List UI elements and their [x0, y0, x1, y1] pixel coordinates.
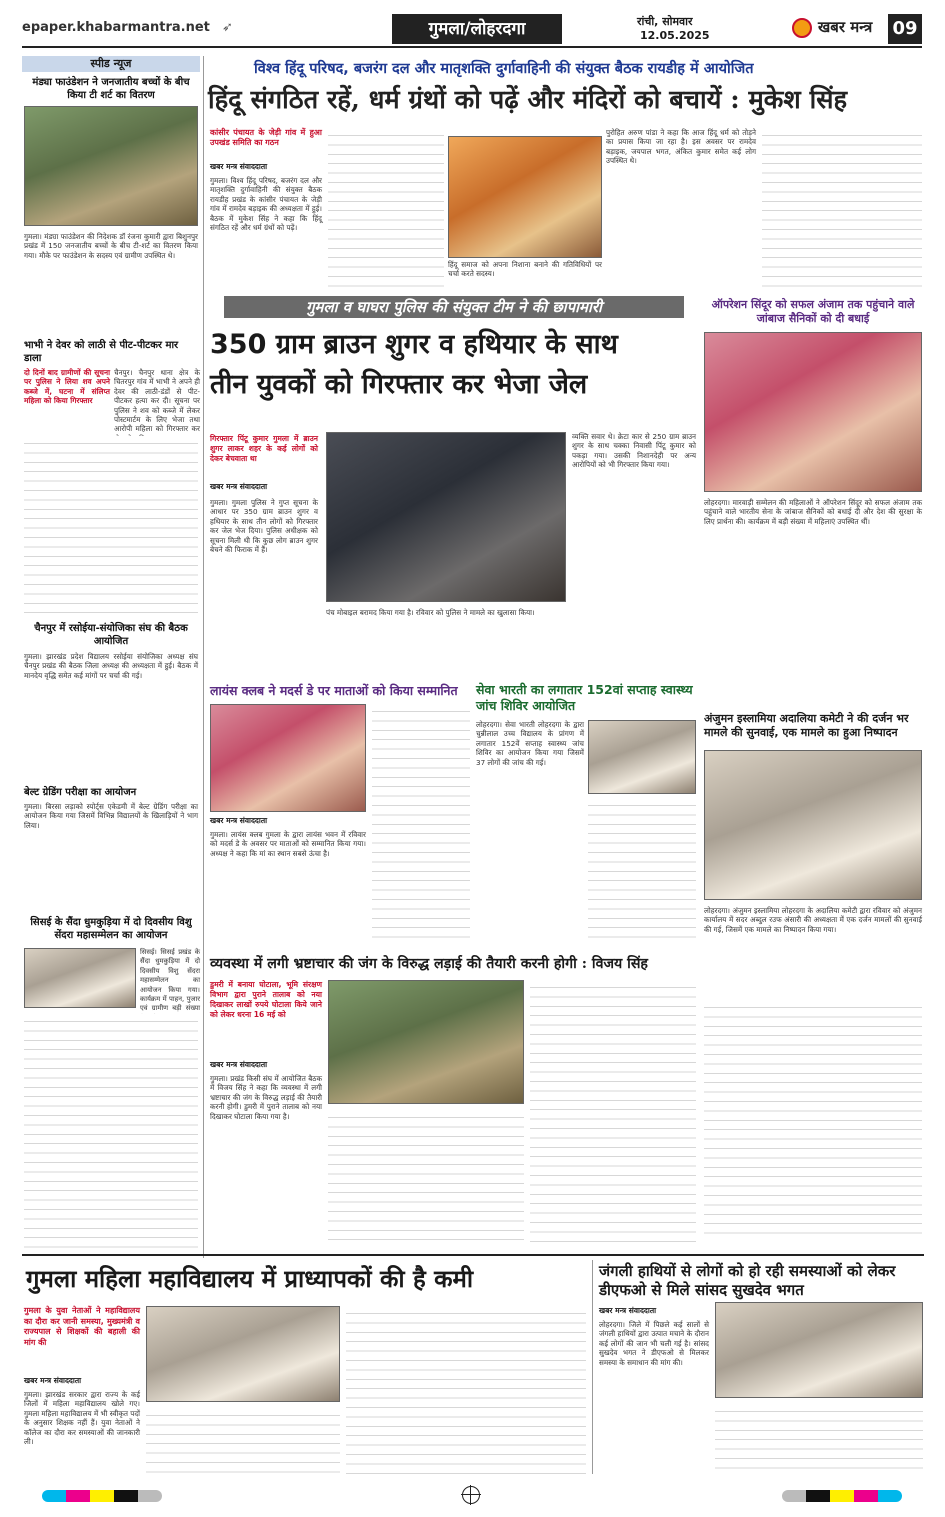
college-photo	[146, 1306, 340, 1402]
brown-sugar-headline-1: 350 ग्राम ब्राउन शुगर व हथियार के साथ	[210, 329, 618, 360]
corruption-body-3	[530, 980, 696, 1244]
top-story-photo	[448, 136, 602, 258]
top-story-body: गुमला। विश्व हिंदू परिषद, बजरंग दल और मातृशक्ति दुर्गावाहिनी की संयुक्त बैठक रायडीह प्रखंड के कांसीर पंचायत के जेड़ी गांव में रामदेव बड़ाइक की अध्यक्षता में हुई। बैठक में मुकेश सिंह ने कहा कि हिंदू संगठित रहें और धर्म ग्रंथों को पढ़ें।	[210, 176, 322, 233]
corruption-body-2	[328, 1110, 524, 1244]
elephants-body-2	[715, 1404, 923, 1472]
cmyk-dots-left	[42, 1490, 162, 1502]
college-body: गुमला। झारखंड सरकार द्वारा राज्य के कई जिलों में महिला महाविद्यालय खोले गए। गुमला महिला महाविद्यालय में भी स्वीकृत पदों के अनुसार शिक्षक नहीं हैं। युवा नेताओं ने कॉलेज का दौरा कर समस्याओं की जानकारी ली।	[24, 1390, 141, 1447]
brown-sugar-photo-caption: पंच मोबाइल बरामद किया गया है। रविवार को पुलिस ने मामले का खुलासा किया।	[326, 608, 535, 617]
anjuman-body: लोहरदगा। अंजुमन इस्लामिया लोहरदगा के अदालिया कमेटी द्वारा रविवार को अंजुमन कार्यालय में सदर अब्दुल रउफ अंसारी की अध्यक्षता में एक दर्जन मामलों की सुनवाई की गई, जिसमें एक मामले का निष्पादन किया गया।	[704, 906, 922, 934]
registration-target-icon	[462, 1486, 480, 1504]
elephants-story	[592, 1260, 924, 1474]
seva-headline: सेवा भारती का लगातार 152वां सप्ताह स्वास्थ्य जांच शिविर आयोजित	[476, 682, 693, 713]
story1-photo	[24, 106, 198, 226]
college-headline: गुमला महिला महाविद्यालय में प्राध्यापकों की है कमी	[26, 1264, 474, 1293]
brown-sugar-bullet: गिरफ्तार पिंटू कुमार गुमला में ब्राउन शुगर लाकर शहर के कई लोगों को देकर बेचवाता था	[210, 434, 318, 463]
story5-body: सिसई। सिसई प्रखंड के सैंदा धुमकुड़िया में दो दिवसीय विशु सेंदरा महासम्मेलन का आयोजन किया गया। कार्यक्रम में पाहन, पुजार एवं ग्रामीण बड़ी संख्या	[140, 948, 200, 1013]
section-divider	[22, 1254, 924, 1256]
story5-photo	[24, 948, 136, 1008]
seva-story	[474, 680, 698, 950]
seva-body-2	[588, 798, 696, 946]
college-body-2	[146, 1408, 340, 1474]
story1-title: मंड्या फाउंडेशन ने जनजातीय बच्चों के बीच किया टी शर्ट का वितरण	[32, 77, 190, 101]
story4-body: गुमला। बिरसा लड़ाको स्पोर्ट्स एकेडमी में बेल्ट ग्रेडिंग परीक्षा का आयोजन किया गया जिसमें विभिन्न विद्यालयों के खिलाड़ियों ने भाग लिया।	[24, 802, 198, 830]
corruption-bullet: डुमरी में बनाया घोटाला, भूमि संरक्षण विभाग द्वारा पुराने तालाब को नया दिखाकर लाखों रुपये घोटाला किये जाने को लेकर धरना 16 मई को	[210, 980, 322, 1019]
seva-body: लोहरदगा। सेवा भारती लोहरदगा के द्वारा चुन्नीलाल उच्च विद्यालय के प्रांगण में लगातार 152वें सप्ताह स्वास्थ्य जांच शिविर का आयोजन किया गया जिसमें 37 लोगों की जांच की गई।	[476, 720, 584, 767]
cursor-icon: ➶	[222, 20, 233, 35]
operation-story	[702, 296, 924, 706]
anjuman-body-2	[704, 1000, 922, 1236]
operation-photo	[704, 332, 922, 492]
college-story	[22, 1260, 588, 1474]
story3-body: गुमला। झारखंड प्रदेश विद्यालय रसोईया संयोजिका अध्यक्ष संघ चैनपुर प्रखंड की बैठक जिला अध्यक्ष की अध्यक्षता में हुई। बैठक में मानदेय वृद्धि समेत कई मांगों पर चर्चा की गई।	[24, 652, 198, 680]
anjuman-headline: अंजुमन इस्लामिया अदालिया कमेटी ने की दर्जन भर मामले की सुनवाई, एक मामले का हुआ निष्पादन	[704, 712, 909, 739]
story2-title: भाभी ने देवर को लाठी से पीट-पीटकर मार डाला	[24, 340, 179, 364]
lions-photo	[210, 704, 366, 812]
issue-date: 12.05.2025	[640, 29, 710, 42]
anjuman-story	[702, 710, 924, 1240]
story2-body-cont	[24, 436, 198, 616]
top-story-body-2	[328, 128, 444, 288]
brown-sugar-kicker: गुमला व घाघरा पुलिस की संयुक्त टीम ने की छापामारी	[224, 296, 684, 318]
brown-sugar-byline: खबर मन्त्र संवाददाता	[210, 482, 268, 491]
lions-body-2	[372, 704, 470, 946]
elephants-byline: खबर मन्त्र संवाददाता	[599, 1306, 657, 1315]
elephants-body: लोहरदगा। जिले में पिछले कई सालों से जंगली हाथियों द्वारा उत्पात मचाने के दौरान कई लोगों की जान भी चली गई है। सांसद सुखदेव भगत ने डीएफओ से मिलकर समस्या के समाधान की मांग की।	[599, 1320, 709, 1367]
lions-body: गुमला। लायंस क्लब गुमला के द्वारा लायंस भवन में रविवार को मदर्स डे के अवसर पर माताओं को सम्मानित किया गया। अध्यक्ष ने कहा कि मां का स्थान सबसे ऊंचा है।	[210, 830, 366, 858]
top-story-body-3: पुरोहित अरुण पांडा ने कहा कि आज हिंदू धर्म को तोड़ने का प्रयास किया जा रहा है। इस अवसर पर रामदेव बड़ाइक, जयपाल भगत, अंकित कुमार समेत कई लोग उपस्थित थे।	[606, 128, 756, 166]
lions-headline: लायंस क्लब ने मदर्स डे पर माताओं को किया सम्मानित	[210, 683, 458, 698]
top-story-headline: हिंदू संगठित रहें, धर्म ग्रंथों को पढ़ें और मंदिरों को बचायें : मुकेश सिंह	[208, 85, 847, 115]
college-body-3	[346, 1306, 586, 1474]
operation-body: लोहरदगा। मारवाड़ी सम्मेलन की महिलाओं ने ऑपरेशन सिंदूर को सफल अंजाम तक पहुंचाने वाले भारतीय सेना के जांबाज सैनिकों को बधाई दी और देश की सुरक्षा के लिए प्रार्थना की। कार्यक्रम में बड़ी संख्या में महिलाएं उपस्थित थीं।	[704, 498, 922, 526]
corruption-headline: व्यवस्था में लगी भ्रष्टाचार की जंग के विरुद्ध लड़ाई की तैयारी करनी होगी : विजय सिंह	[210, 956, 648, 972]
city-day: रांची, सोमवार	[637, 15, 693, 28]
story5-body-cont	[24, 1014, 198, 1250]
brown-sugar-body-2: व्यक्ति सवार थे। क्रेटा कार से 250 ग्राम ब्राउन शुगर के साथ चक्का निवासी पिंटू कुमार को पकड़ा गया। उसकी निशानदेही पर अन्य आरोपियों को भी गिरफ्तार किया गया।	[572, 432, 696, 470]
brand-logo-icon	[792, 18, 812, 38]
section-title: गुमला/लोहरदगा	[392, 14, 562, 44]
seva-photo	[588, 720, 696, 794]
top-story-photo-caption: हिंदू समाज को अपना निशाना बनाने की गतिविधियों पर चर्चा करते सदस्य।	[448, 260, 602, 279]
corruption-photo	[328, 980, 524, 1104]
elephants-photo	[715, 1302, 923, 1398]
story4-title: बेल्ट ग्रेडिंग परीक्षा का आयोजन	[24, 787, 137, 798]
print-color-marks	[22, 1486, 924, 1506]
page-number: 09	[888, 14, 922, 44]
brown-sugar-story	[208, 296, 698, 676]
cmyk-dots-right	[782, 1490, 902, 1502]
story5-title: सिसई के सैंदा धुमकुड़िया में दो दिवसीय विशु सेंदरा महासम्मेलन का आयोजन	[30, 917, 192, 941]
story2-bullet: दो दिनों बाद ग्रामीणों की सूचना पर पुलिस ने लिया शव अपने कब्जे में, घटना में संलिप्त महिला को किया गिरफ्तार	[24, 368, 110, 406]
story1-body: गुमला। मंड्या फाउंडेशन की निदेशक डॉ रंजना कुमारी द्वारा बिशुनपुर प्रखंड में 150 जनजातीय बच्चों के बीच टी-शर्ट का वितरण किया गया। मौके पर फाउंडेशन के सदस्य एवं ग्रामीण उपस्थित थे।	[24, 232, 198, 260]
site-url[interactable]: epaper.khabarmantra.net	[22, 20, 210, 35]
college-byline: खबर मन्त्र संवाददाता	[24, 1376, 82, 1385]
brown-sugar-body: गुमला। गुमला पुलिस ने गुप्त सूचना के आधार पर 350 ग्राम ब्राउन शुगर व हथियार के साथ तीन लोगों को गिरफ्तार कर जेल भेज दिया। पुलिस अधीक्षक को सूचना मिली थी कि कुछ लोग ब्राउन शुगर बेचने की फिराक में हैं।	[210, 498, 318, 555]
brown-sugar-photo	[326, 432, 566, 602]
corruption-story	[208, 952, 698, 1248]
story2-body: चैनपुर। चैनपुर थाना क्षेत्र के चितरपुर गांव में भाभी ने अपने ही देवर की लाठी-डंडों से पीट-पीटकर हत्या कर दी। सूचना पर पुलिस ने शव को कब्जे में लेकर पोस्टमार्टम के लिए भेजा तथा आरोपी महिला को गिरफ्तार कर	[114, 368, 200, 434]
top-story-kicker: विश्व हिंदू परिषद, बजरंग दल और मातृशक्ति दुर्गावाहिनी की संयुक्त बैठक रायडीह में आयोजित	[254, 61, 754, 77]
lions-story	[208, 680, 472, 950]
elephants-headline: जंगली हाथियों से लोगों को हो रही समस्याओं को लेकर डीएफओ से मिले सांसद सुखदेव भगत	[599, 1262, 896, 1299]
masthead	[22, 14, 922, 48]
anjuman-photo	[704, 750, 922, 900]
story3-title: चैनपुर में रसोईया-संयोजिका संघ की बैठक आयोजित	[34, 623, 188, 647]
college-bullet: गुमला के युवा नेताओं ने महाविद्यालय का दौरा कर जानी समस्या, मुख्यमंत्री व राज्यपाल से शिक्षकों की बहाली की मांग की	[24, 1306, 140, 1347]
operation-headline: ऑपरेशन सिंदूर को सफल अंजाम तक पहुंचाने वाले जांबाज सैनिकों को दी बधाई	[711, 298, 915, 325]
top-story-byline: खबर मन्त्र संवाददाता	[210, 162, 268, 171]
top-story-body-4	[762, 128, 922, 288]
top-story-bullet: कांसीर पंचायत के जेड़ी गांव में हुआ उपखंड समिति का गठन	[210, 128, 322, 147]
corruption-body: गुमला। प्रखंड किसी संघ में आयोजित बैठक में विजय सिंह ने कहा कि व्यवस्था में लगी भ्रष्टाचार की जंग के विरुद्ध लड़ाई की तैयारी करनी होगी। डुमरी में पुराने तालाब को नया दिखाकर घोटाला किया गया है।	[210, 1074, 322, 1121]
speed-news-label: स्पीड न्यूज	[22, 56, 200, 72]
top-story	[208, 56, 924, 292]
brand-name: खबर मन्त्र	[818, 18, 873, 36]
corruption-byline: खबर मन्त्र संवाददाता	[210, 1060, 268, 1069]
brown-sugar-headline-2: तीन युवकों को गिरफ्तार कर भेजा जेल	[210, 369, 588, 400]
speed-news-column	[22, 56, 204, 1258]
lions-byline: खबर मन्त्र संवाददाता	[210, 816, 268, 825]
